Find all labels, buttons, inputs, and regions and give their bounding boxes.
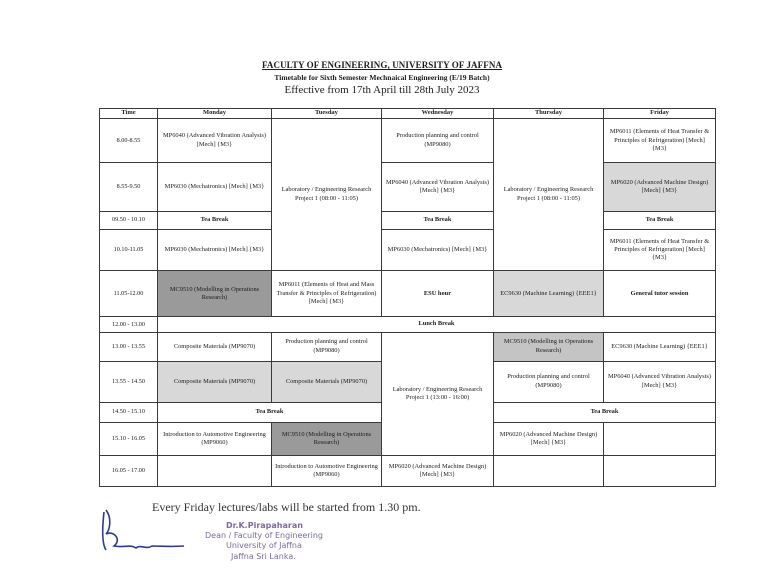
col-header-time: Time (100, 109, 158, 119)
class-cell: MP6040 (Advanced Vibration Analysis) [Mech] {M3} (604, 361, 716, 402)
time-slot: 14.50 - 15.10 (100, 402, 158, 423)
class-cell: Introduction to Automotive Engineering (MP9060) (158, 423, 272, 456)
lab-cell: Laboratory / Engineering Research Project 1 (08:00 - 11:05) (494, 119, 604, 271)
time-slot: 13.55 - 14.50 (100, 361, 158, 402)
table-row (100, 456, 716, 487)
class-cell: ESU hour (382, 271, 494, 317)
class-cell: EC9630 (Machine Learning) {EEE1} (604, 332, 716, 361)
tea-break-cell: Tea Break (158, 211, 272, 230)
friday-note: Every Friday lectures/labs will be started from 1.30 pm. (152, 500, 421, 514)
stamp-place: Jaffna Sri Lanka. (231, 552, 296, 561)
class-cell: MP6040 (Advanced Vibration Analysis) [Mech] {M3} (158, 119, 272, 163)
empty-cell (158, 456, 272, 487)
time-slot: 09.50 - 10.10 (100, 211, 158, 230)
time-slot: 10.10-11.05 (100, 230, 158, 271)
col-header-friday: Friday (604, 109, 716, 119)
empty-cell (604, 423, 716, 456)
class-cell: MP6011 (Elements of Heat Transfer & Principles of Refrigeration) [Mech] {M3} (604, 230, 716, 271)
empty-cell (604, 456, 716, 487)
class-cell: Production planning and control (MP9080) (272, 332, 382, 361)
class-cell: Production planning and control (MP9080) (382, 119, 494, 163)
time-slot: 12.00 - 13.00 (100, 317, 158, 332)
class-cell: Introduction to Automotive Engineering (MP9060) (272, 456, 382, 487)
class-cell: Production planning and control (MP9080) (494, 361, 604, 402)
tea-break-cell: Tea Break (494, 402, 716, 423)
time-slot: 11.05-12.00 (100, 271, 158, 317)
signature-icon (100, 500, 220, 560)
class-cell: MP6011 (Elements of Heat and Mass Transfer & Principles of Refrigeration) [Mech] {M3} (272, 271, 382, 317)
stamp-name: Dr.K.Pirapaharan (226, 521, 303, 530)
timetable (99, 108, 716, 487)
class-cell: MC9510 (Modelling in Operations Research) (494, 332, 604, 361)
class-cell: MC9510 (Modelling in Operations Research) (158, 271, 272, 317)
stamp-title: Dean / Faculty of Engineering (205, 531, 323, 540)
class-cell: MP6030 (Mechatronics) [Mech] {M3} (158, 230, 272, 271)
class-cell: MP6040 (Advanced Vibration Analysis) [Mech] {M3} (382, 163, 494, 211)
col-header-tuesday: Tuesday (272, 109, 382, 119)
col-header-thursday: Thursday (494, 109, 604, 119)
tea-break-cell: Tea Break (158, 402, 382, 423)
time-slot: 8.55-9.50 (100, 163, 158, 211)
time-slot: 16.05 - 17.00 (100, 456, 158, 487)
class-cell: Composite Materials (MP9070) (158, 332, 272, 361)
table-row (100, 119, 716, 163)
stamp-university: University of Jaffna (226, 541, 302, 550)
tea-break-cell: Tea Break (604, 211, 716, 230)
class-cell: MP6011 (Elements of Heat Transfer & Principles of Refrigeration) [Mech] {M3} (604, 119, 716, 163)
class-cell: MP6020 (Advanced Machine Design) [Mech] {M3} (382, 456, 494, 487)
timetable-subtitle: Timetable for Sixth Semester Mechnaical Engineering (E/19 Batch) (274, 73, 490, 82)
header-row (100, 109, 716, 119)
time-slot: 8.00-8.55 (100, 119, 158, 163)
faculty-title: FACULTY OF ENGINEERING, UNIVERSITY OF JAFFNA (261, 60, 503, 70)
class-cell: MP6020 (Advanced Machine Design) [Mech] {M3} (604, 163, 716, 211)
time-slot: 13.00 - 13.55 (100, 332, 158, 361)
col-header-wednesday: Wednesday (382, 109, 494, 119)
class-cell: MP6020 (Advanced Machine Design) [Mech] {M3} (494, 423, 604, 456)
lab-cell: Laboratory / Engineering Research Project 1 (08:00 - 11:05) (272, 119, 382, 271)
class-cell: Composite Materials (MP9070) (272, 361, 382, 402)
class-cell: EC9630 (Machine Learning) {EEE1} (494, 271, 604, 317)
class-cell: MP6030 (Mechatronics) [Mech] {M3} (158, 163, 272, 211)
table-row (100, 332, 716, 361)
col-header-monday: Monday (158, 109, 272, 119)
class-cell: MP6030 (Mechatronics) [Mech] {M3} (382, 230, 494, 271)
lab-cell: Laboratory / Engineering Research Project 1 (13:00 - 16:00) (382, 332, 494, 455)
class-cell: MC9510 (Modelling in Operations Research) (272, 423, 382, 456)
effective-dates: Effective from 17th April till 28th July 2023 (284, 84, 480, 96)
tea-break-cell: Tea Break (382, 211, 494, 230)
table-row (100, 317, 716, 332)
lunch-break-cell: Lunch Break (158, 317, 716, 332)
table-row (100, 163, 716, 211)
table-row (100, 271, 716, 317)
class-cell: Composite Materials (MP9070) (158, 361, 272, 402)
class-cell: General tutor session (604, 271, 716, 317)
table-row (100, 211, 716, 230)
empty-cell (494, 456, 604, 487)
time-slot: 15.10 - 16.05 (100, 423, 158, 456)
table-row (100, 230, 716, 271)
